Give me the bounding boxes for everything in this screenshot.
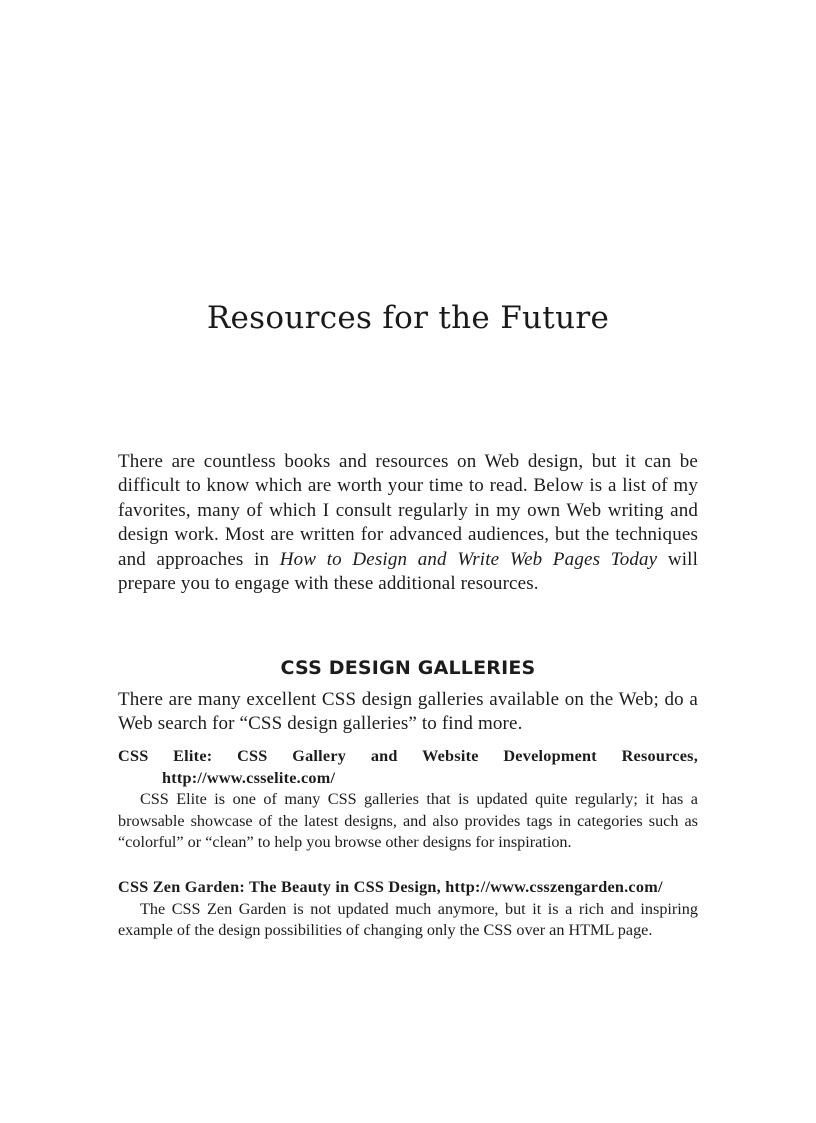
resource-title: CSS Elite: CSS Gallery and Website Development Resources, http://www.csselite.com/ <box>118 747 698 787</box>
intro-paragraph <box>118 450 698 596</box>
chapter-title: Resources for the Future <box>206 300 610 336</box>
intro-text-after: will prepare you to engage with these additional resources. <box>118 548 699 595</box>
resource-title: CSS Zen Garden: The Beauty in CSS Design, http://www.csszengarden.com/ <box>118 878 663 896</box>
resource-description: CSS Elite is one of many CSS galleries that is updated quite regularly; it has a browsable showcase of the latest designs, and also provides tags in categories such as “colorful” or “clean” to help you browse other designs for inspiration. <box>118 790 698 851</box>
section-heading: CSS DESIGN GALLERIES <box>280 657 536 679</box>
section-intro: There are many excellent CSS design galleries available on the Web; do a Web search for “CSS design galleries” to find more. <box>118 689 698 735</box>
intro-book-title: How to Design and Write Web Pages Today <box>279 548 658 570</box>
resource-entry-css-zen-garden <box>118 877 698 942</box>
resource-entry-css-elite <box>118 746 698 854</box>
intro-text-before: There are countless books and resources on Web design, but it can be difficult to know which are worth your time to read. Below is a list of my favorites, many of which I consult regularly in my own Web writing and design work. Most are written for advanced audiences, but the techniques and approaches in <box>118 451 698 570</box>
book-page <box>118 0 698 1123</box>
resource-description: The CSS Zen Garden is not updated much anymore, but it is a rich and inspiring example of the design possibilities of changing only the CSS over an HTML page. <box>118 899 698 939</box>
